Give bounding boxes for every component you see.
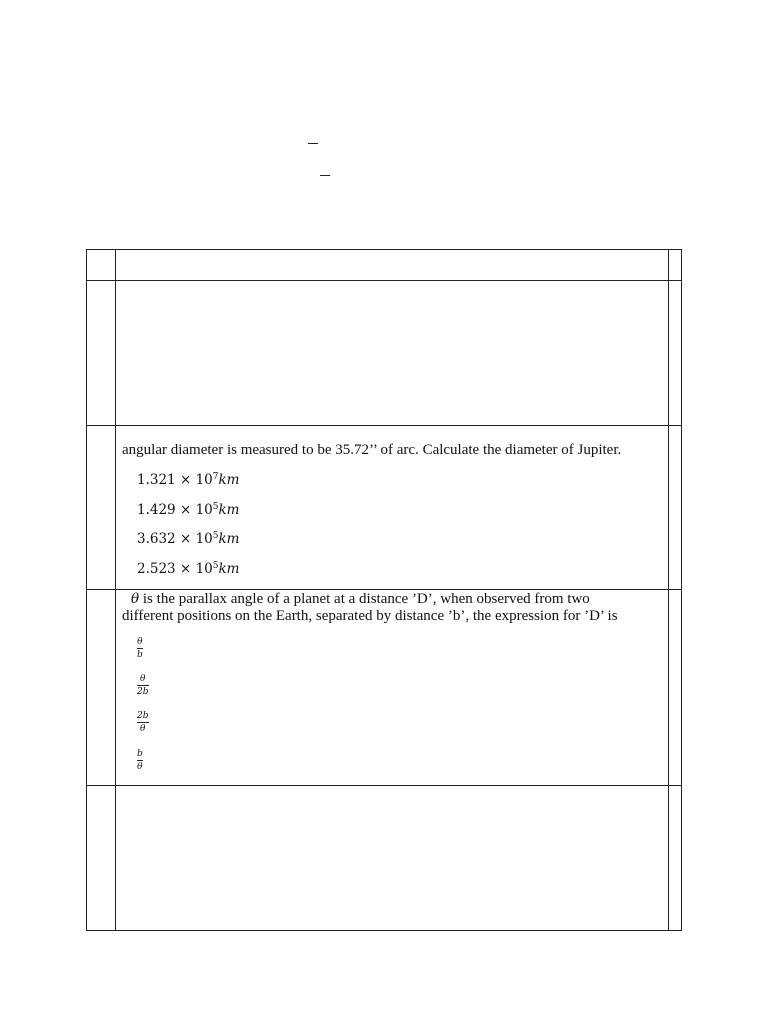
jupiter-option-4: $2.523 \times 10^5km$ (137, 561, 240, 577)
table-row-divider-4 (87, 785, 681, 786)
jupiter-option-1: $1.321 \times 10^7km$ (137, 472, 240, 488)
theta-symbol: θ (131, 591, 140, 607)
table-row-divider-3 (87, 589, 681, 590)
top-dash-mark-1 (308, 143, 318, 144)
parallax-option-2: θ 2b (137, 674, 149, 697)
table-row-divider-2 (87, 425, 681, 426)
jupiter-option-3: $3.632 \times 10^5km$ (137, 531, 240, 547)
parallax-option-3: 2b θ (137, 711, 149, 734)
top-dash-mark-2 (320, 175, 330, 176)
table-column-divider-right (668, 250, 669, 930)
table-column-divider-left (115, 250, 116, 930)
parallax-question-stem-line-2: different positions on the Earth, separated by distance ’b’, the expression for ’D’ is (122, 608, 618, 624)
parallax-option-4: b θ (137, 749, 143, 772)
jupiter-option-2: $1.429 \times 10^5km$ (137, 502, 240, 518)
question-table (86, 249, 682, 931)
parallax-question-stem-line-1: θ is the parallax angle of a planet at a distance ’D’, when observed from two (131, 591, 590, 607)
jupiter-question-stem: angular diameter is measured to be 35.72’’ of arc. Calculate the diameter of Jupiter. (122, 442, 622, 458)
parallax-option-1: θ b (137, 637, 143, 660)
table-row-divider-1 (87, 280, 681, 281)
